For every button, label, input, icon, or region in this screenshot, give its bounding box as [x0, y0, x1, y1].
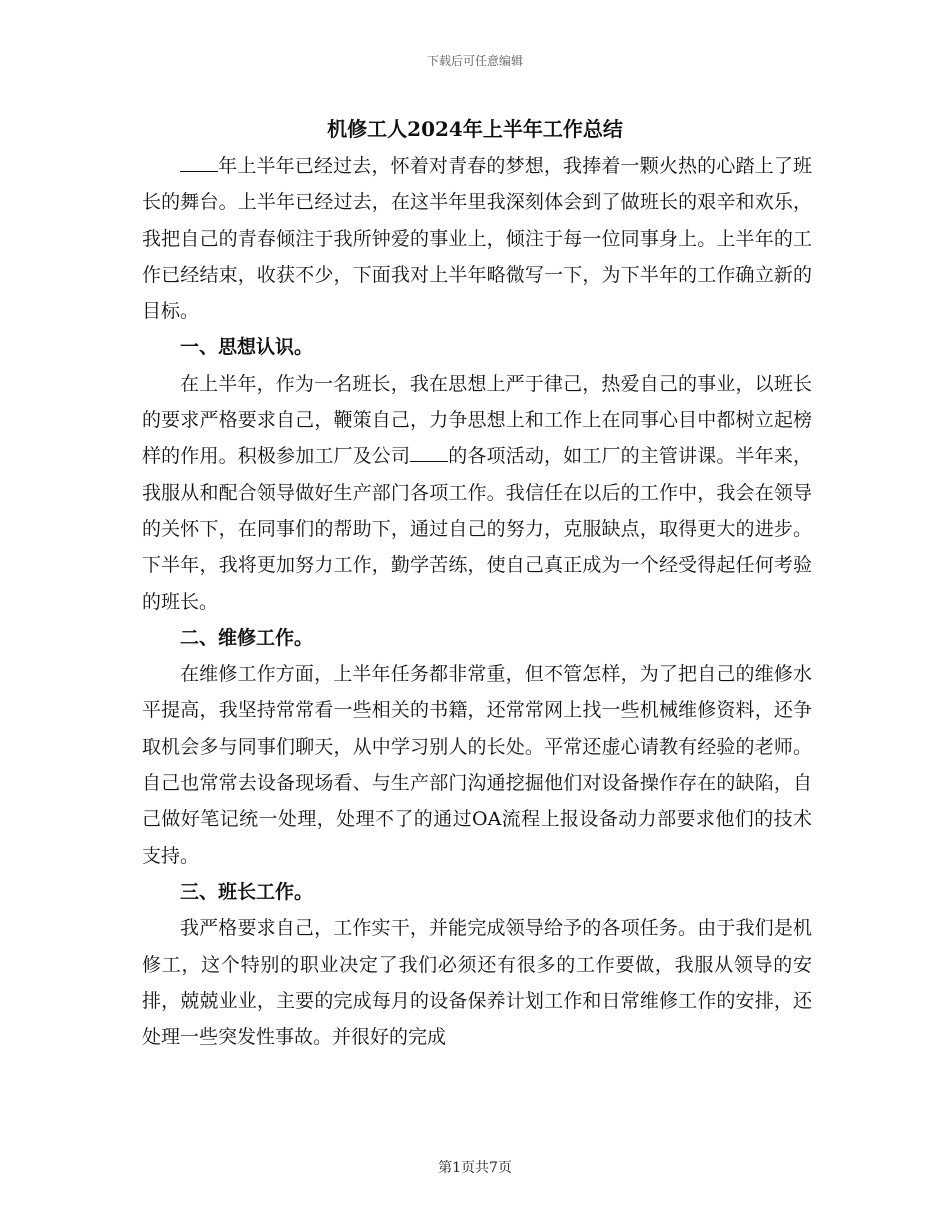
section1-text-b: 的各项活动，如工厂的主管讲课。半年来，我服从和配合领导做好生产部门各项工作。我信任在以后的工作中，我会在领导的关怀下，在同事们的帮助下，通过自己的努力，克服缺点，取得更大的进步。下半年，我将更加努力工作，勤学苦练，使自己真正成为一个经受得起任何考验的班长。 — [142, 445, 812, 613]
document-title: 机修工人2024年上半年工作总结 — [327, 117, 623, 141]
fill-in-blank — [410, 443, 448, 462]
section-heading-team-leader: 三、班长工作。 — [180, 880, 314, 903]
section-paragraph-repair: 在维修工作方面，上半年任务都非常重，但不管怎样，为了把自己的维修水平提高，我坚持常常看一些相关的书籍，还常常网上找一些机械维修资料，还争取机会多与同事们聊天，从中学习别人的长处。平常还虚心请教有经验的老师。自己也常常去设备现场看、与生产部门沟通挖掘他们对设备操作存在的缺陷，自己做好笔记统一处理，处理不了的通过OA流程上报设备动力部要求他们的技术支持。 — [142, 663, 812, 867]
section-heading-thought: 一、思想认识。 — [180, 336, 314, 359]
section-paragraph-team-leader: 我严格要求自己，工作实干，并能完成领导给予的各项任务。由于我们是机修工，这个特别的职业决定了我们必须还有很多的工作要做，我服从领导的安排，兢兢业业，主要的完成每月的设备保养计划工作和日常维修工作的安排，还处理一些突发性事故。并很好的完成 — [142, 917, 812, 1049]
section-heading-repair: 二、维修工作。 — [180, 626, 314, 649]
page-header-note: 下载后可任意编辑 — [426, 54, 523, 68]
intro-text: 年上半年已经过去，怀着对青春的梦想，我捧着一颗火热的心踏上了班长的舞台。上半年已经过去，在这半年里我深刻体会到了做班长的艰辛和欢乐，我把自己的青春倾注于我所钟爱的事业上，倾注于每一位同事身上。上半年的工作已经结束，收获不少，下面我对上半年略微写一下，为下半年的工作确立新的目标。 — [142, 155, 812, 323]
fill-in-blank — [180, 153, 218, 172]
document-body — [142, 148, 812, 1055]
page-footer-page-number: 第1页共7页 — [438, 1160, 512, 1176]
intro-paragraph — [142, 148, 812, 329]
section1-text-a: 在上半年，作为一名班长，我在思想上严于律己，热爱自己的事业，以班长的要求严格要求自己，鞭策自己，力争思想上和工作上在同事心目中都树立起榜样的作用。积极参加工厂及公司 — [142, 372, 812, 468]
section-paragraph-thought — [142, 366, 812, 620]
